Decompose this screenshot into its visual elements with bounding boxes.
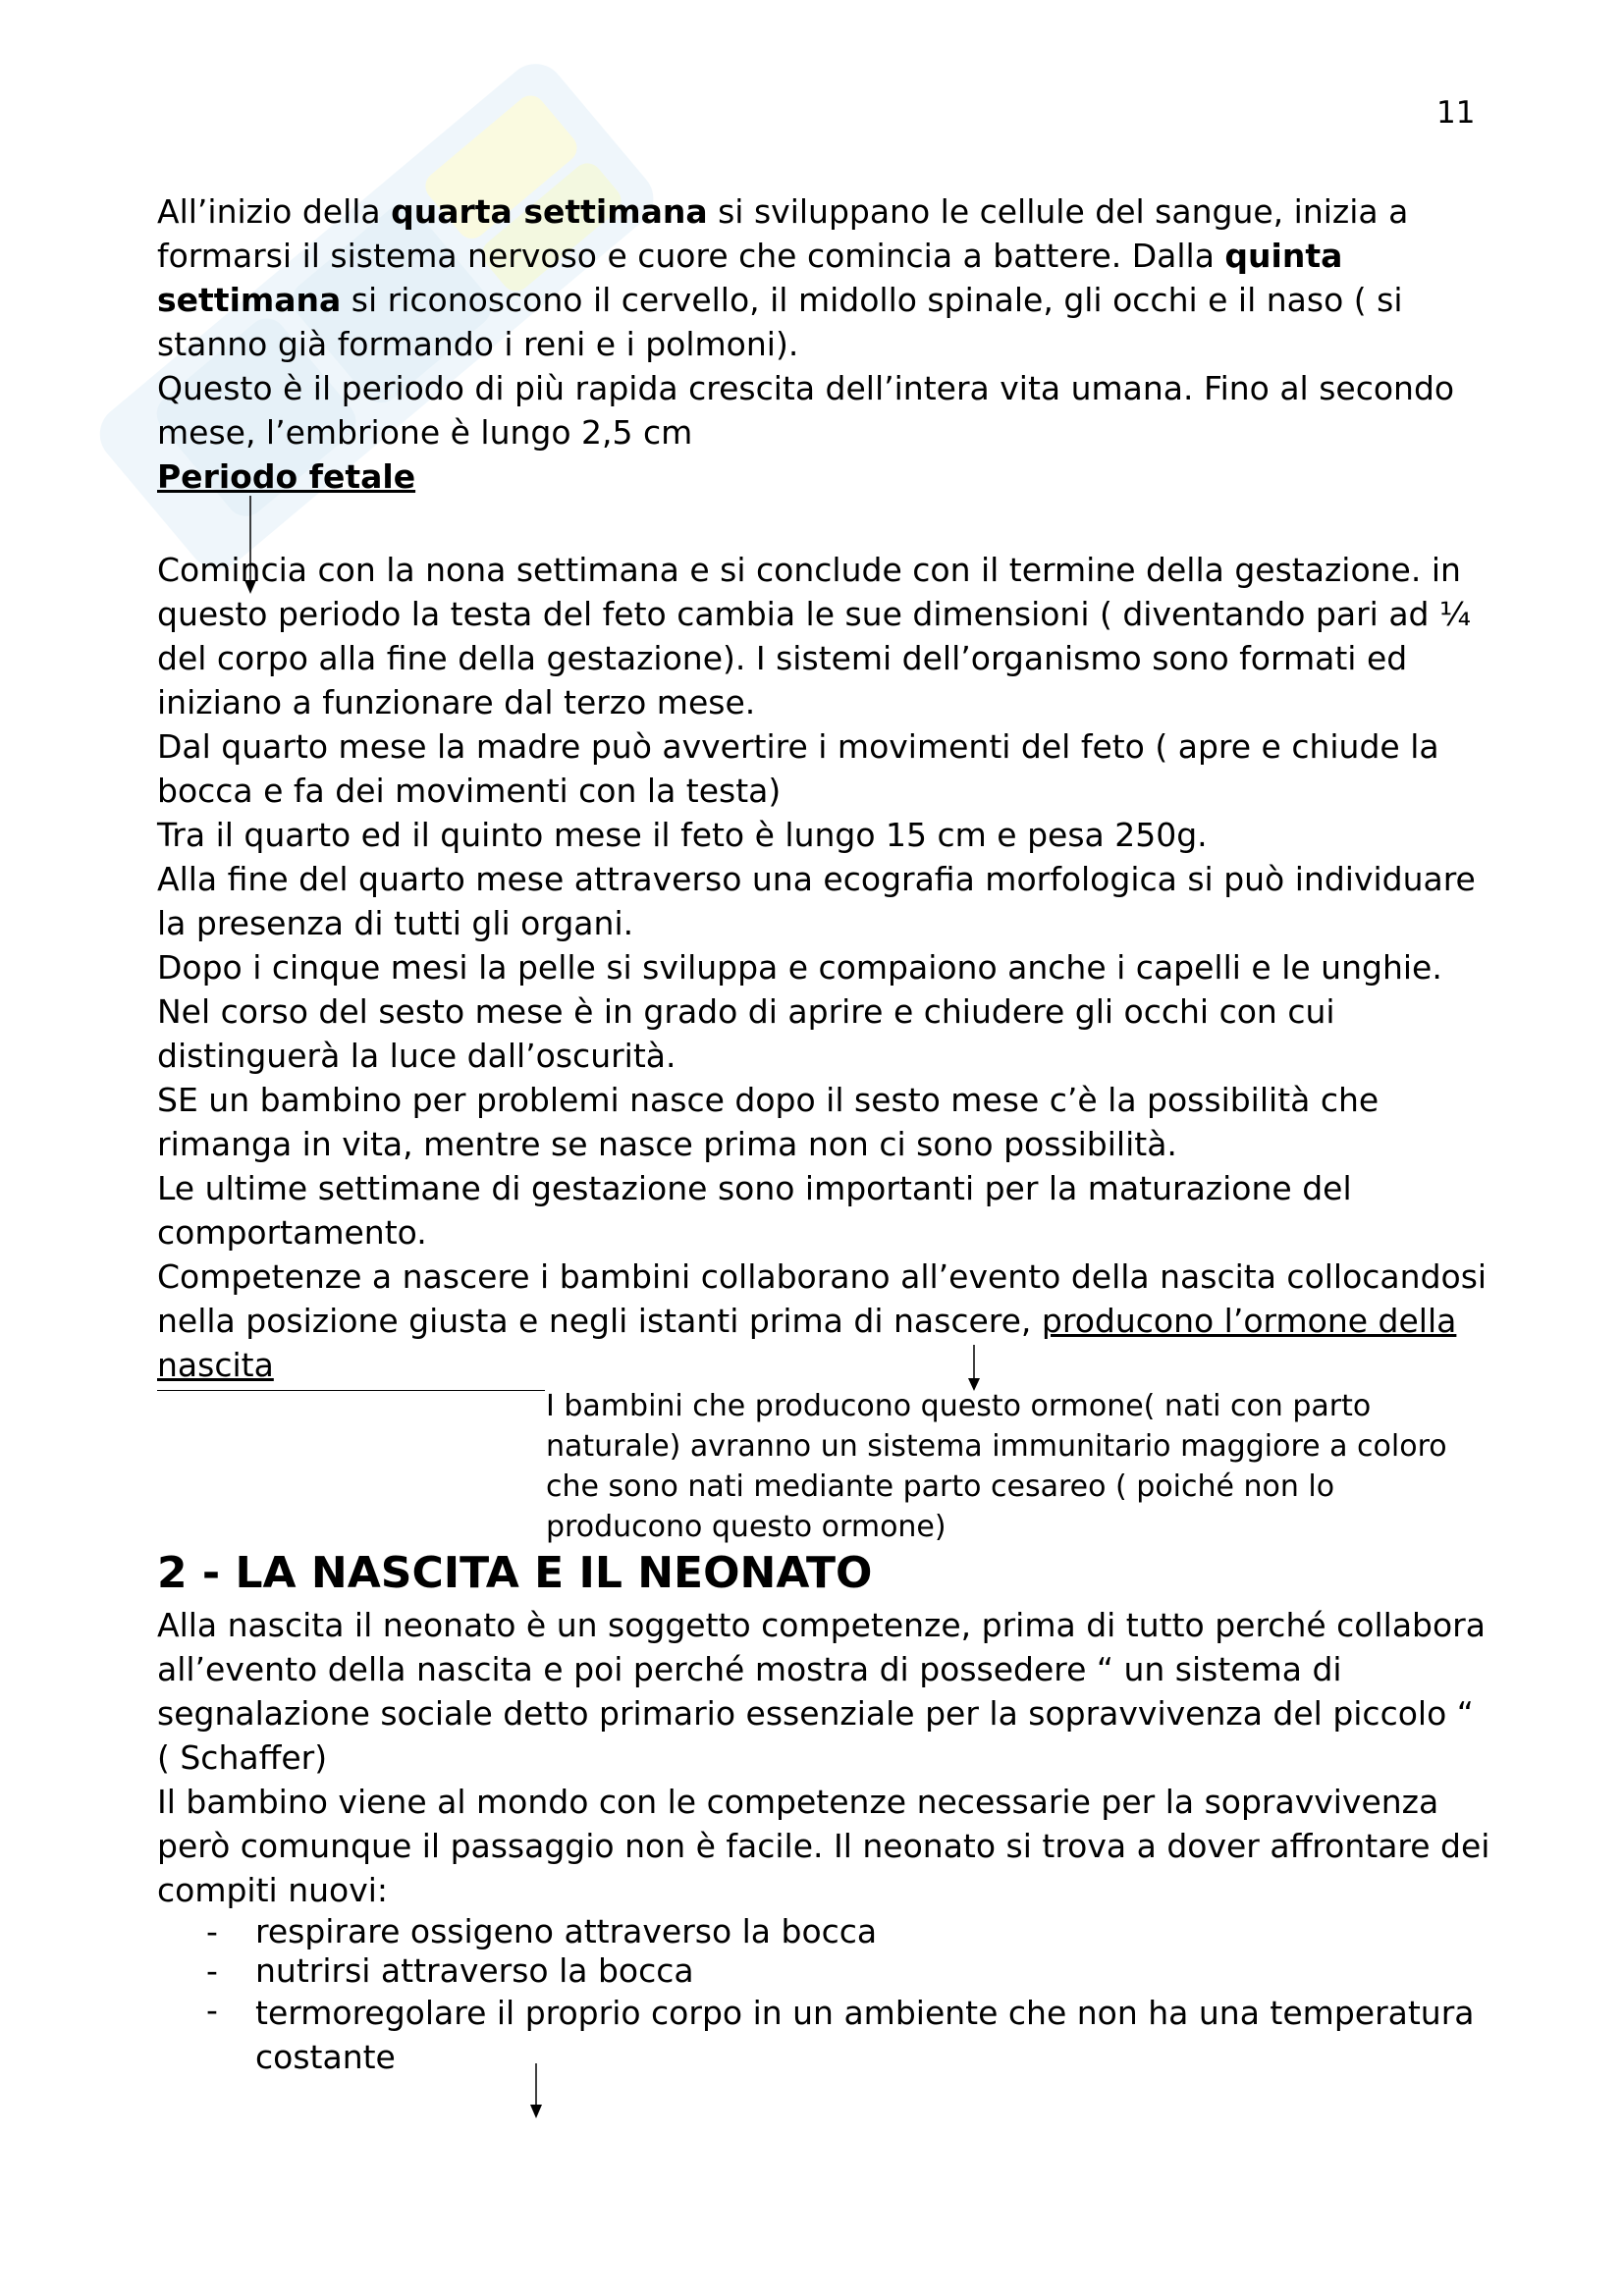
- underlined-phrase: producono l’ormone della nascita: [157, 1302, 1457, 1384]
- text-span: Competenze a nascere: [157, 1257, 530, 1296]
- embryo-text-block: [157, 189, 1492, 499]
- down-arrow-icon: [526, 2063, 546, 2120]
- list-dash: -: [206, 1991, 218, 2029]
- list-item: [157, 1991, 1492, 2079]
- bold-term-fifth-week: quinta settimana: [157, 237, 1343, 319]
- fetal-paragraph: Dal quarto mese la madre può avvertire i movimenti del feto ( apre e chiude la bocca e fa dei movimenti con la testa): [157, 727, 1439, 810]
- tasks-list: [157, 1912, 1492, 2079]
- text-span: si sviluppano le cellule del sangue, inizia a formarsi il sistema nervoso e cuore che comincia a battere. Dalla: [157, 192, 1409, 275]
- list-dash: -: [206, 1912, 218, 1950]
- fetal-paragraph: Nel corso del sesto mese è in grado di aprire e chiudere gli occhi con cui distinguerà la luce dall’oscurità.: [157, 992, 1335, 1075]
- list-item-text: nutrirsi attraverso la bocca: [255, 1951, 694, 1990]
- bold-term-fourth-week: quarta settimana: [391, 192, 708, 231]
- text-span: i bambini collaborano all’evento della nascita collocandosi nella posizione giusta e negli istanti prima di nascere,: [157, 1257, 1488, 1340]
- birth-paragraph: Il bambino viene al mondo con le competenze necessarie per la sopravvivenza però comunque il passaggio non è facile. Il neonato si trova a dover affrontare dei compiti nuovi:: [157, 1783, 1490, 1909]
- paragraph-week-development: [157, 189, 1492, 366]
- paragraph-growth: Questo è il periodo di più rapida crescita dell’intera vita umana. Fino al secondo mese, l’embrione è lungo 2,5 cm: [157, 369, 1455, 452]
- list-item-text: termoregolare il proprio corpo in un ambiente che non ha una temperatura costante: [255, 1994, 1475, 2076]
- fetal-paragraph: Comincia con la nona settimana e si conclude con il termine della gestazione. in questo periodo la testa del feto cambia le sue dimensioni ( diventando pari ad ¼ del corpo alla fine della gestazione). I sistemi dell’organismo sono formati ed iniziano a funzionare dal terzo mese.: [157, 551, 1471, 721]
- chapter-heading: 2 - LA NASCITA E IL NEONATO: [157, 1548, 873, 1598]
- list-item-text: respirare ossigeno attraverso la bocca: [255, 1912, 878, 1950]
- list-dash: -: [206, 1951, 218, 1990]
- hormone-note: I bambini che producono questo ormone( nati con parto naturale) avranno un sistema immunitario maggiore a coloro che sono nati mediante parto cesareo ( poiché non lo producono questo ormone): [546, 1389, 1447, 1544]
- list-item: [157, 1951, 1492, 1991]
- list-item: [157, 1912, 1492, 1951]
- fetal-paragraph: Le ultime settimane di gestazione sono importanti per la maturazione del comportamento.: [157, 1169, 1352, 1252]
- fetal-paragraph: Dopo i cinque mesi la pelle si sviluppa e compaiono anche i capelli e le unghie.: [157, 948, 1442, 987]
- competence-paragraph: [157, 1255, 1492, 1387]
- fetal-paragraph: Tra il quarto ed il quinto mese il feto è lungo 15 cm e pesa 250g.: [157, 816, 1208, 854]
- birth-text-block: [157, 1603, 1492, 1912]
- fetal-paragraph: Alla fine del quarto mese attraverso una ecografia morfologica si può individuare la presenza di tutti gli organi.: [157, 860, 1476, 942]
- page-number: 11: [1436, 95, 1476, 131]
- section-title-fetal-period: Periodo fetale: [157, 457, 416, 496]
- text-span: si riconoscono il cervello, il midollo spinale, gli occhi e il naso ( si stanno già formando i reni e i polmoni).: [157, 281, 1403, 363]
- fetal-text-block: [157, 548, 1492, 1387]
- horizontal-rule: [157, 1390, 545, 1391]
- text-span: All’inizio della: [157, 192, 392, 231]
- fetal-paragraph: SE un bambino per problemi nasce dopo il sesto mese c’è la possibilità che rimanga in vita, mentre se nasce prima non ci sono possibilità.: [157, 1081, 1380, 1163]
- down-arrow-icon: [964, 1345, 984, 1392]
- birth-paragraph: Alla nascita il neonato è un soggetto competenze, prima di tutto perché collabora all’evento della nascita e poi perché mostra di possedere “ un sistema di segnalazione sociale detto primario essenziale per la sopravvivenza del piccolo “ ( Schaffer): [157, 1606, 1486, 1777]
